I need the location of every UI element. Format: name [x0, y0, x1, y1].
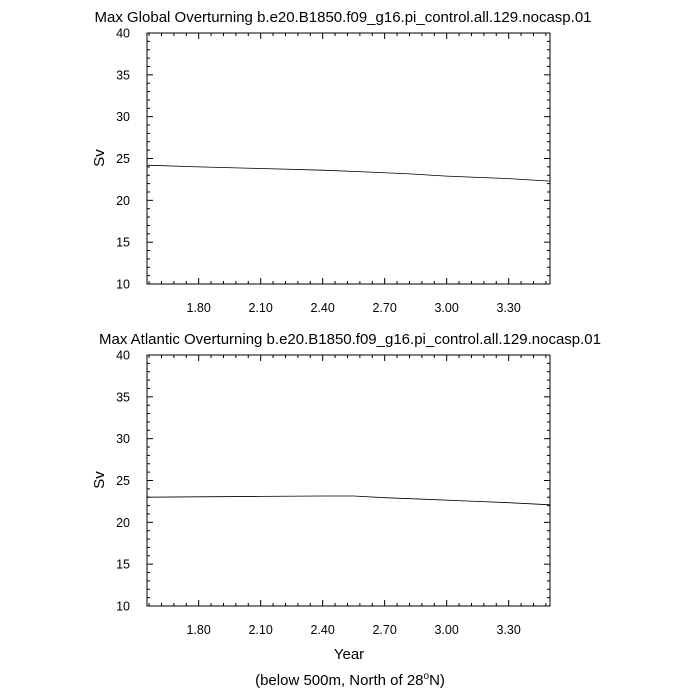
- x-tick-label: 2.10: [248, 301, 273, 315]
- x-tick-label: 2.70: [372, 301, 397, 315]
- x-tick-label: 2.40: [310, 623, 335, 637]
- x-tick-label: 2.10: [248, 623, 273, 637]
- y-tick-label: 35: [116, 68, 130, 83]
- chart-title: Max Atlantic Overturning b.e20.B1850.f09_g16.pi_control.all.129.nocasp.01: [98, 331, 602, 348]
- x-tick-labels: [186, 623, 520, 637]
- y-axis-label: Sv: [91, 149, 108, 167]
- y-tick-labels: [116, 27, 130, 292]
- series-line: [147, 165, 550, 181]
- atlantic-overturning-panel: [91, 331, 601, 663]
- y-tick-label: 15: [116, 557, 130, 572]
- caption-suffix: N): [429, 672, 445, 689]
- caption-prefix: (below 500m, North of 28: [255, 672, 424, 689]
- tick-marks: [147, 33, 550, 284]
- series-line: [147, 496, 550, 505]
- series-group: [147, 496, 550, 505]
- y-tick-label: 35: [116, 390, 130, 405]
- y-tick-label: 20: [116, 193, 130, 208]
- y-tick-label: 40: [116, 26, 130, 41]
- y-axis-label: Sv: [91, 471, 108, 489]
- x-axis-label: Year: [333, 646, 365, 663]
- chart-title: Max Global Overturning b.e20.B1850.f09_g16.pi_control.all.129.nocasp.01: [94, 9, 592, 26]
- plot-frame: [147, 355, 550, 606]
- y-tick-label: 25: [116, 152, 130, 166]
- x-tick-label: 2.70: [372, 623, 397, 637]
- tick-marks: [147, 355, 550, 606]
- x-tick-label: 3.00: [434, 623, 459, 637]
- x-tick-labels: [186, 301, 520, 315]
- y-tick-label: 30: [116, 432, 130, 447]
- y-tick-label: 20: [116, 515, 130, 530]
- y-tick-label: 15: [116, 235, 130, 250]
- series-group: [147, 165, 550, 181]
- x-tick-label: 3.30: [496, 623, 521, 637]
- y-tick-label: 25: [116, 474, 130, 488]
- caption-degree: o: [423, 671, 430, 682]
- y-tick-label: 30: [116, 110, 130, 125]
- x-tick-label: 2.40: [310, 301, 335, 315]
- global-overturning-panel: [91, 9, 592, 315]
- x-tick-label: 1.80: [186, 623, 211, 637]
- y-tick-label: 40: [116, 348, 130, 363]
- x-tick-label: 3.30: [496, 301, 521, 315]
- y-tick-label: 10: [116, 599, 130, 614]
- figure-caption: [255, 671, 445, 689]
- plot-frame: [147, 33, 550, 284]
- y-tick-labels: [116, 349, 130, 614]
- x-tick-label: 1.80: [186, 301, 211, 315]
- y-tick-label: 10: [116, 277, 130, 292]
- x-tick-label: 3.00: [434, 301, 459, 315]
